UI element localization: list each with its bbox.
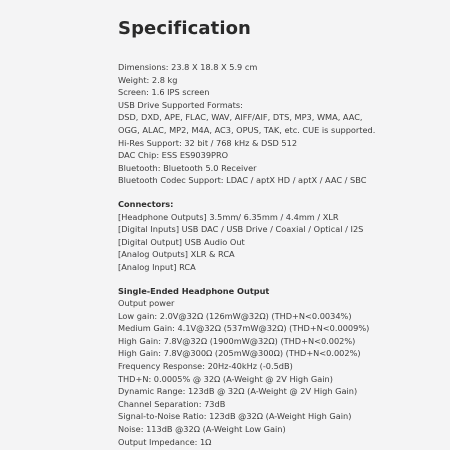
spec-line: Hi-Res Support: 32 bit / 768 kHz & DSD 512 xyxy=(118,137,298,148)
connector-line: [Digital Inputs] USB DAC / USB Drive / Coaxial / Optical / I2S xyxy=(118,224,364,235)
section-gap xyxy=(118,187,450,198)
connector-line: [Headphone Outputs] 3.5mm/ 6.35mm / 4.4mm / XLR xyxy=(118,211,339,222)
connector-line: [Digital Output] USB Audio Out xyxy=(118,236,245,247)
section-gap xyxy=(118,274,450,285)
connectors-heading: Connectors: xyxy=(118,198,174,209)
output-spec-line: Output Impedance: 1Ω xyxy=(118,436,212,447)
output-spec-line: Dynamic Range: 123dB @ 32Ω (A-Weight @ 2V High Gain) xyxy=(118,386,358,397)
spec-line: Bluetooth Codec Support: LDAC / aptX HD / aptX / AAC / SBC xyxy=(118,175,367,186)
page-title: Specification xyxy=(118,18,251,39)
single-ended-section xyxy=(118,285,450,449)
connectors-section xyxy=(118,198,450,274)
spec-line: OGG, ALAC, MP2, M4A, AC3, OPUS, TAK, etc. CUE is supported. xyxy=(118,124,376,135)
output-spec-line: Signal-to-Noise Ratio: 123dB @32Ω (A-Weight High Gain) xyxy=(118,411,352,422)
spec-line: DAC Chip: ESS ES9039PRO xyxy=(118,150,229,161)
output-spec-line: THD+N: 0.0005% @ 32Ω (A-Weight @ 2V High Gain) xyxy=(118,373,333,384)
connector-line: [Analog Outputs] XLR & RCA xyxy=(118,249,235,260)
single-ended-heading: Single-Ended Headphone Output xyxy=(118,285,270,296)
output-spec-line: Output power xyxy=(118,298,175,309)
output-spec-line: Frequency Response: 20Hz-40kHz (-0.5dB) xyxy=(118,361,293,372)
output-spec-line: Low gain: 2.0V@32Ω (126mW@32Ω) (THD+N<0.0034%) xyxy=(118,310,352,321)
spec-line: DSD, DXD, APE, FLAC, WAV, AIFF/AIF, DTS, MP3, WMA, AAC, xyxy=(118,112,363,123)
output-spec-line: Channel Separation: 73dB xyxy=(118,398,226,409)
output-spec-line: Medium Gain: 4.1V@32Ω (537mW@32Ω) (THD+N<0.0009%) xyxy=(118,323,370,334)
general-specs xyxy=(118,61,450,187)
output-spec-line: Noise: 113dB @32Ω (A-Weight Low Gain) xyxy=(118,424,286,435)
output-spec-line: High Gain: 7.8V@300Ω (205mW@300Ω) (THD+N<0.002%) xyxy=(118,348,361,359)
spec-line: Dimensions: 23.8 X 18.8 X 5.9 cm xyxy=(118,62,258,72)
spec-line: USB Drive Supported Formats: xyxy=(118,99,243,110)
spec-line: Bluetooth: Bluetooth 5.0 Receiver xyxy=(118,162,257,173)
connector-line: [Analog Input] RCA xyxy=(118,261,196,272)
spec-line: Screen: 1.6 IPS screen xyxy=(118,87,210,98)
spec-line: Weight: 2.8 kg xyxy=(118,74,178,85)
output-spec-line: High Gain: 7.8V@32Ω (1900mW@32Ω) (THD+N<0.002%) xyxy=(118,335,356,346)
